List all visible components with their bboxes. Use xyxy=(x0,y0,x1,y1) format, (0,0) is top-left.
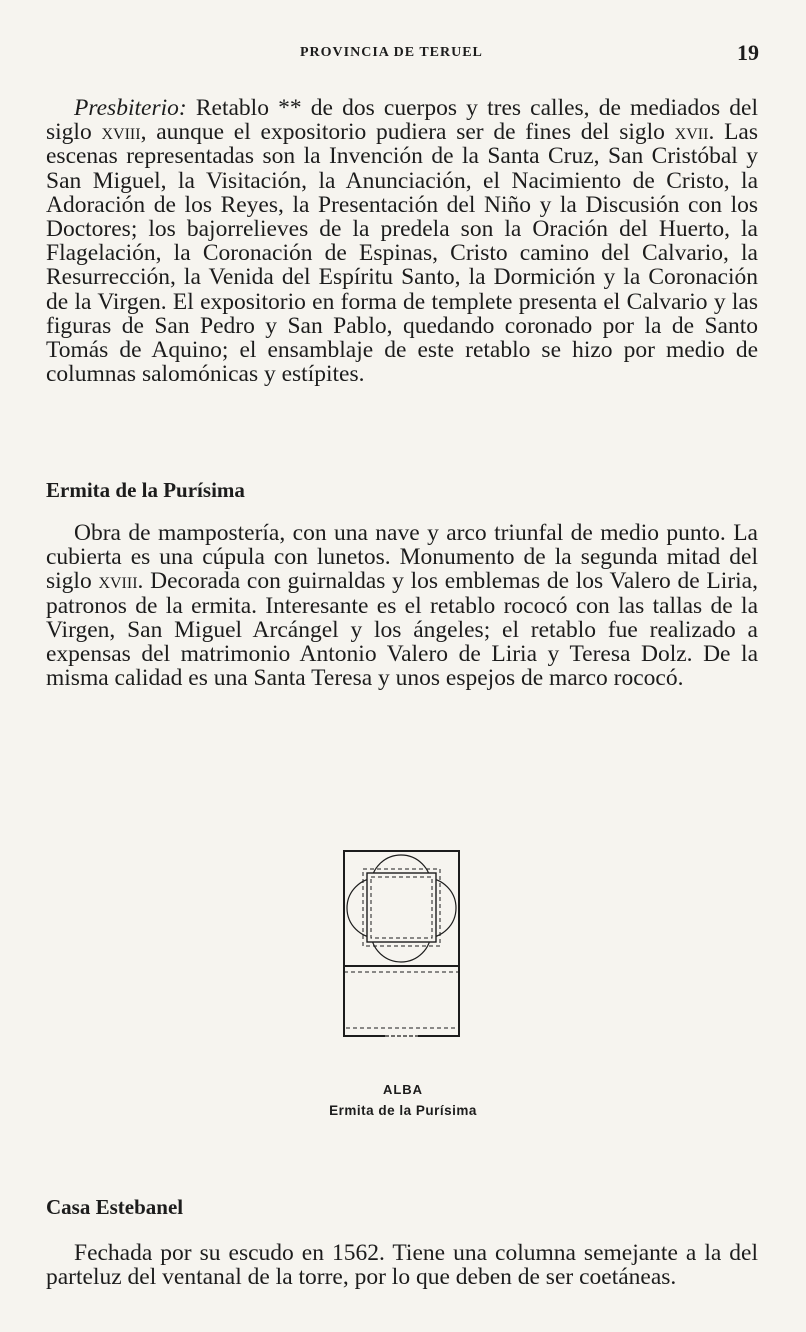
paragraph-text: Obra de mampostería, con una nave y arco triunfal de medio punto. La cubierta es una cúpula con lunetos. Monumento de la segunda mitad del siglo xyxy=(46,520,758,595)
presbiterio-paragraph xyxy=(46,96,758,386)
running-head: PROVINCIA DE TERUEL xyxy=(300,45,483,60)
century-numeral: xviii xyxy=(101,119,141,146)
casa-heading-block xyxy=(46,1195,758,1220)
ermita-paragraph xyxy=(46,521,758,690)
plan-nave-dashed xyxy=(344,972,459,1028)
page-number: 19 xyxy=(737,40,759,65)
plan-nave xyxy=(344,966,459,1036)
casa-section xyxy=(46,1241,758,1289)
paragraph-text: , aunque el expositorio pudiera ser de fines del siglo xyxy=(140,119,675,146)
floor-plan-figure xyxy=(340,848,465,1040)
ermita-section xyxy=(46,521,758,690)
floor-plan-drawing xyxy=(340,848,465,1040)
ermita-heading: Ermita de la Purísima xyxy=(46,478,245,502)
paragraph-text: . Decorada con guirnaldas y los emblemas de los Valero de Liria, patronos de la ermita. Interesante es el retablo rococó con las tallas de la Virgen, San Miguel Arcángel y los ángeles; el retablo fue realizado a expensas del matrimonio Antonio Valero de Liria y Teresa Dolz. De la misma calidad es una Santa Teresa y unos espejos de marco rococó. xyxy=(46,568,758,692)
presbiterio-section xyxy=(46,96,758,386)
page-header xyxy=(0,40,806,70)
casa-heading: Casa Estebanel xyxy=(46,1195,184,1219)
century-numeral: xviii xyxy=(98,568,138,595)
plan-crossing-square xyxy=(367,873,436,942)
presbiterio-lead: Presbiterio: xyxy=(74,95,187,121)
ermita-heading-block xyxy=(46,478,758,503)
figure-caption-title: Ermita de la Purísima xyxy=(329,1103,477,1118)
paragraph-text: . Las escenas representadas son la Invención de la Santa Cruz, San Cristóbal y San Miguel, la Visitación, la Anunciación, el Nacimiento de Cristo, la Adoración de los Reyes, la Presentación del Niño y la Discusión con los Doctores; los bajorrelieves de la predela son la Oración del Huerto, la Flagelación, la Coronación de Espinas, Cristo camino del Calvario, la Resurrección, la Venida del Espíritu Santo, la Dormición y la Coronación de la Virgen. El expositorio en forma de templete presenta el Calvario y las figuras de San Pedro y San Pablo, quedando coronado por la de Santo Tomás de Aquino; el ensamblaje de este retablo se hizo por medio de columnas salomónicas y estípites. xyxy=(46,119,758,388)
paragraph-text: Retablo ** de dos cuerpos y tres calles, de mediados del siglo xyxy=(46,95,758,146)
figure-caption-place: ALBA xyxy=(382,1082,424,1097)
century-numeral: xvii xyxy=(674,119,709,146)
casa-paragraph: Fechada por su escudo en 1562. Tiene una columna semejante a la del parteluz del ventanal de la torre, por lo que deben de ser coetáneas. xyxy=(46,1240,758,1291)
